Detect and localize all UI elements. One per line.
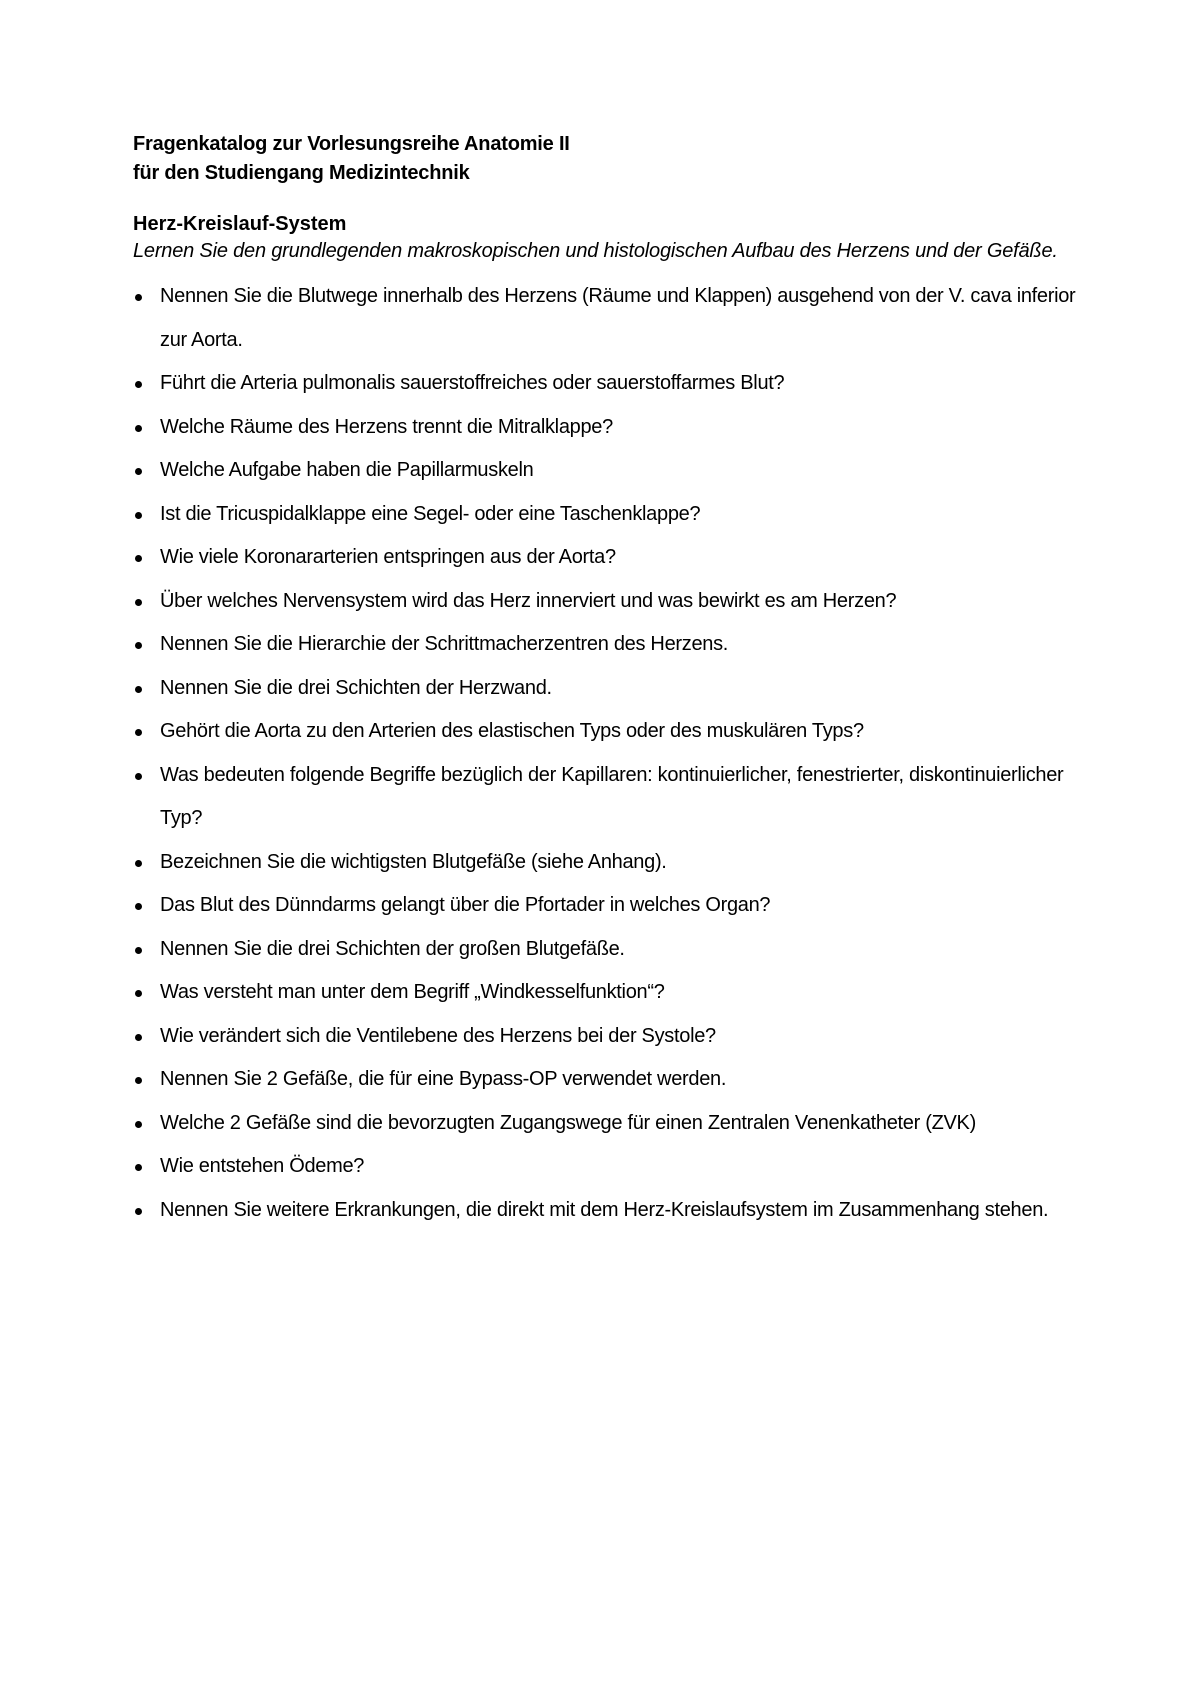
question-item xyxy=(133,1058,1093,1102)
question-item xyxy=(133,884,1093,928)
bullet-icon xyxy=(135,642,142,649)
question-text: Wie viele Koronararterien entspringen aus der Aorta? xyxy=(160,546,616,568)
question-text: Was bedeuten folgende Begriffe bezüglich der Kapillaren: kontinuierlicher, fenestrierter, diskontinuierlicher Typ? xyxy=(160,763,1064,829)
bullet-icon xyxy=(135,381,142,388)
bullet-icon xyxy=(135,1208,142,1215)
question-item xyxy=(133,406,1093,450)
question-text: Gehört die Aorta zu den Arterien des elastischen Typs oder des muskulären Typs? xyxy=(160,720,864,742)
question-text: Bezeichnen Sie die wichtigsten Blutgefäße (siehe Anhang). xyxy=(160,850,667,873)
question-item xyxy=(133,971,1093,1015)
question-text: Nennen Sie die Hierarchie der Schrittmacherzentren des Herzens. xyxy=(160,633,729,655)
question-text: Welche Räume des Herzens trennt die Mitralklappe? xyxy=(160,415,613,438)
bullet-icon xyxy=(135,468,142,475)
question-text: Nennen Sie die drei Schichten der Herzwand. xyxy=(160,676,552,699)
question-text: Nennen Sie die drei Schichten der großen Blutgefäße. xyxy=(160,937,625,960)
question-item xyxy=(133,710,1093,754)
question-item xyxy=(133,1145,1093,1189)
bullet-icon xyxy=(135,686,142,693)
question-item xyxy=(133,623,1093,667)
question-text: Wie entstehen Ödeme? xyxy=(160,1155,365,1177)
question-text: Wie verändert sich die Ventilebene des Herzens bei der Systole? xyxy=(160,1024,716,1047)
question-text: Welche 2 Gefäße sind die bevorzugten Zugangswege für einen Zentralen Venenkatheter (ZVK) xyxy=(160,1111,976,1134)
bullet-icon xyxy=(135,425,142,432)
question-text: Nennen Sie 2 Gefäße, die für eine Bypass-OP verwendet werden. xyxy=(160,1068,727,1090)
bullet-icon xyxy=(135,294,142,301)
bullet-icon xyxy=(135,990,142,997)
section-heading: Herz-Kreislauf-System xyxy=(133,213,347,235)
question-item xyxy=(133,536,1093,580)
question-text: Welche Aufgabe haben die Papillarmuskeln xyxy=(160,459,534,481)
bullet-icon xyxy=(135,947,142,954)
question-text: Nennen Sie die Blutwege innerhalb des Herzens (Räume und Klappen) ausgehend von der V. cava inferior zur Aorta. xyxy=(160,285,1076,351)
document-page xyxy=(133,130,1093,1232)
question-list xyxy=(133,275,1093,1232)
question-text: Nennen Sie weitere Erkrankungen, die direkt mit dem Herz-Kreislaufsystem im Zusammenhang stehen. xyxy=(160,1198,1049,1221)
question-text: Das Blut des Dünndarms gelangt über die Pfortader in welches Organ? xyxy=(160,894,771,916)
question-text: Ist die Tricuspidalklappe eine Segel- oder eine Taschenklappe? xyxy=(160,502,701,525)
document-title-line-2: für den Studiengang Medizintechnik xyxy=(133,162,470,184)
document-title xyxy=(133,130,1093,188)
bullet-icon xyxy=(135,773,142,780)
question-text: Über welches Nervensystem wird das Herz innerviert und was bewirkt es am Herzen? xyxy=(160,589,897,612)
question-item xyxy=(133,754,1093,841)
question-item xyxy=(133,1189,1093,1233)
question-item xyxy=(133,580,1093,624)
question-item xyxy=(133,928,1093,972)
section-intro: Lernen Sie den grundlegenden makroskopischen und histologischen Aufbau des Herzens und der Gefäße. xyxy=(133,240,1058,262)
question-item xyxy=(133,841,1093,885)
bullet-icon xyxy=(135,599,142,606)
bullet-icon xyxy=(135,1121,142,1128)
question-text: Führt die Arteria pulmonalis sauerstoffreiches oder sauerstoffarmes Blut? xyxy=(160,372,785,394)
question-item xyxy=(133,275,1093,362)
bullet-icon xyxy=(135,903,142,910)
bullet-icon xyxy=(135,1034,142,1041)
bullet-icon xyxy=(135,860,142,867)
question-item xyxy=(133,667,1093,711)
bullet-icon xyxy=(135,729,142,736)
question-item xyxy=(133,1102,1093,1146)
question-item xyxy=(133,362,1093,406)
question-item xyxy=(133,449,1093,493)
question-item xyxy=(133,1015,1093,1059)
question-text: Was versteht man unter dem Begriff „Windkesselfunktion“? xyxy=(160,981,665,1003)
bullet-icon xyxy=(135,555,142,562)
bullet-icon xyxy=(135,1164,142,1171)
bullet-icon xyxy=(135,512,142,519)
bullet-icon xyxy=(135,1077,142,1084)
document-title-line-1: Fragenkatalog zur Vorlesungsreihe Anatomie II xyxy=(133,133,570,155)
question-item xyxy=(133,493,1093,537)
